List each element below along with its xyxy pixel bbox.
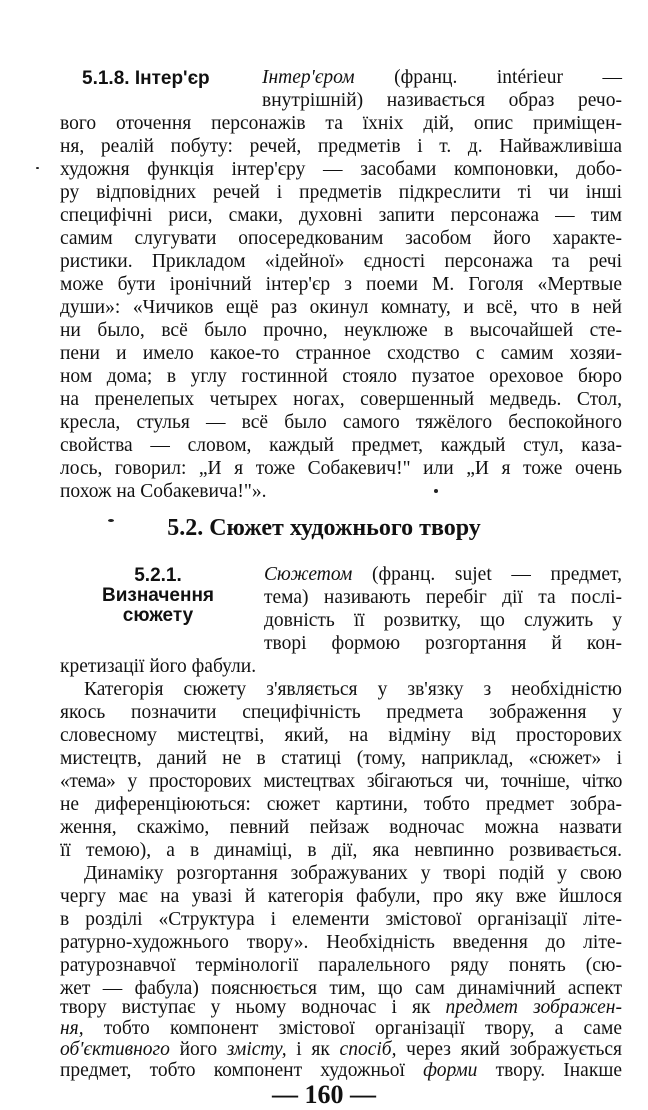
term-interior: Інтер'єром <box>262 67 355 88</box>
print-speck <box>36 167 39 169</box>
page-number: — 160 — <box>272 1080 376 1109</box>
paragraph-line: на пренелепых четырех ногах, совершенный медведь. Стол, <box>60 389 622 410</box>
paragraph-line: специфічні риси, смаки, духовні запити персонажа — тим <box>60 205 622 226</box>
paragraph-line: вого оточення персонажів та їхніх дій, опис приміщен- <box>60 113 622 134</box>
paragraph-line: мистецтв, даний не в статиці (тому, наприклад, «сюжет» і <box>60 748 622 769</box>
paragraph-line: довність її розвитку, що служить у <box>264 610 622 631</box>
subsection-heading-518: 5.1.8. Інтер'єр <box>82 68 210 89</box>
paragraph-line: Інтер'єром (франц. intérieur — <box>262 67 622 88</box>
paragraph-line: ратурно-художнього твору». Необхідність введення до літе- <box>60 932 622 953</box>
italic-phrase: спосіб, <box>339 1039 397 1060</box>
paragraph-line: души»: «Чичиков ещё раз окинул комнату, и всё, что в ней <box>60 297 622 318</box>
paragraph-line: ратурознавчої термінології паралельного ряду понять (сю- <box>60 955 622 976</box>
paragraph-line: може бути іронічний інтер'єр з поеми М. Гоголя «Мертвые <box>60 274 622 295</box>
paragraph-line: «тема» у просторових мистецтвах збігаються чи, точніше, чітко <box>60 771 622 792</box>
paragraph-line: її темою), а в динаміці, в дії, яка невпинно розвивається. <box>60 840 622 861</box>
paragraph-line: ни было, всё было прочно, неуклюже в высочайшей сте- <box>60 320 622 341</box>
paragraph-line: не диференціюються: сюжет картини, тобто предмет зобра- <box>60 794 622 815</box>
paragraph-line: внутрішній) називається образ речо- <box>262 90 622 111</box>
print-speck <box>434 489 438 493</box>
paragraph-line: Динаміку розгортання зображуваних у творі подій у свою <box>84 863 622 884</box>
italic-phrase: ня, <box>60 1018 84 1039</box>
paragraph-line: лось, говорил: „И я тоже Собакевич!" или „И я тоже очень <box>60 458 622 479</box>
subsection-number-521: 5.2.1. <box>134 565 182 586</box>
paragraph-line: кретизації його фабули. <box>60 656 257 677</box>
paragraph-line: творі формою розгортання й кон- <box>264 633 622 654</box>
italic-phrase: об'єктивного <box>60 1039 170 1060</box>
italic-phrase: змісту, <box>226 1039 287 1060</box>
paragraph-line: самим слугувати опосередкованим засобом його характе- <box>60 228 622 249</box>
paragraph-line: чергу має на увазі й категорія фабули, про яку вже йшлося <box>60 886 622 907</box>
paragraph-line: тема) називають перебіг дії та послі- <box>264 587 622 608</box>
paragraph-line: жет — фабула) пояснюється тим, що сам динамічний аспект <box>60 978 622 999</box>
paragraph-line: художня функція інтер'єру — засобами компоновки, добо- <box>60 159 622 180</box>
paragraph-line: твору виступає у ньому водночас і як предмет зображен- <box>60 997 622 1018</box>
paragraph-line: ру відповідних речей і предметів підкреслити ті чи інші <box>60 182 622 203</box>
paragraph-line: Категорія сюжету з'являється у зв'язку з необхідністю <box>84 679 622 700</box>
italic-phrase: предмет зображен- <box>445 997 622 1018</box>
italic-phrase: форми <box>423 1060 478 1081</box>
paragraph-line: ня, тобто компонент змістової організації твору, а саме <box>60 1018 622 1039</box>
paragraph-line: ження, скажімо, певний пейзаж водночас можна назвати <box>60 817 622 838</box>
paragraph-line: пени и имело какое-то странное сходство с самим хозяи- <box>60 343 622 364</box>
paragraph-line: в розділі «Структура і елементи змістової організації літе- <box>60 909 622 930</box>
paragraph-line: якось позначити специфічність предмета зображення у <box>60 702 622 723</box>
paragraph-line: кресла, стулья — всё было самого тяжёлого беспокойного <box>60 412 622 433</box>
subsection-title-line-2: сюжету <box>122 605 194 626</box>
paragraph-line: Сюжетом (франц. sujet — предмет, <box>264 564 622 585</box>
paragraph-line: похож на Собакевича!"». <box>60 481 267 502</box>
paragraph-line: ном дома; в углу гостинной стояло пузатое ореховое бюро <box>60 366 622 387</box>
section-heading-52: 5.2. Сюжет художнього твору <box>167 515 481 541</box>
paragraph-line: ристики. Прикладом «ідейної» єдності персонажа та речі <box>60 251 622 272</box>
paragraph-line: об'єктивного його змісту, і як спосіб, через який зображується <box>60 1039 622 1060</box>
paragraph-line: словесному мистецтві, який, на відміну від просторових <box>60 725 622 746</box>
subsection-title-line-1: Визначення <box>101 585 215 606</box>
paragraph-line: свойства — словом, каждый предмет, каждый стул, каза- <box>60 435 622 456</box>
term-plot: Сюжетом <box>264 564 353 585</box>
paragraph-line: ня, реалій побуту: речей, предметів і т. д. Найважливіша <box>60 136 622 157</box>
paragraph-line: предмет, тобто компонент художньої форми твору. Інакше <box>60 1060 622 1081</box>
